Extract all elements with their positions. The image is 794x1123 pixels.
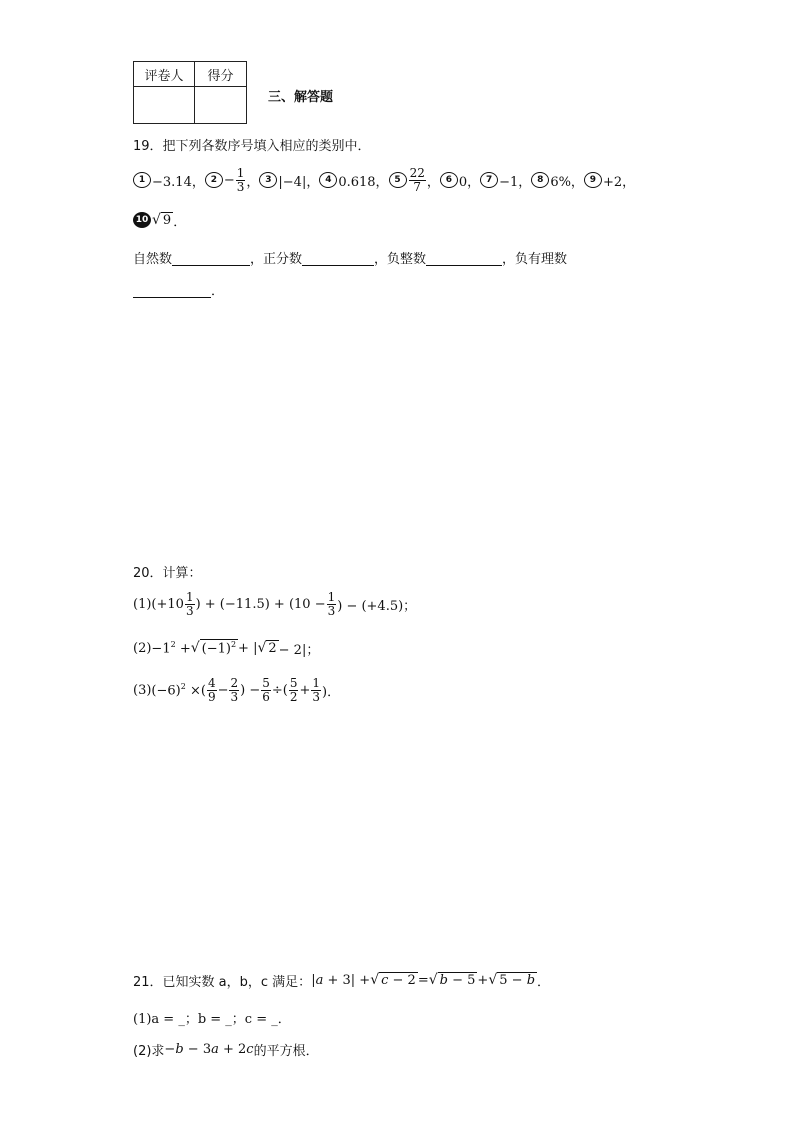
q20-part2: (2) $-1^2$ + √ $(-1)^2$ + | √ 2 − 2|； [133,639,320,658]
fraction: $\frac{4}{9}$ [207,675,216,704]
q19-prompt: 19．把下列各数序号填入相应的类别中． [133,139,371,154]
category-natural: 自然数 [133,252,173,267]
fraction: $\frac{2}{3}$ [230,675,239,704]
score-table-cell-score [195,87,247,124]
q19-last-blank-line: ． [133,280,224,299]
q21-part1: (1)a = _；b = _；c = _． [133,1012,291,1027]
q20-part1: (1) (+10 $\frac{1}{3}$ ) + (−11.5) + (10 − $\frac{1}{3}$ ) − (+4.5)； [133,589,417,618]
blank-natural[interactable] [172,250,250,266]
number-marker-8: 8 [531,172,549,188]
fraction: $\frac{22}{7}$ [409,165,425,194]
category-negative-rational: ，负有理数 [502,252,568,267]
number-marker-7: 7 [480,172,498,188]
number-marker-1: 1 [133,172,151,188]
number-marker-6: 6 [440,172,458,188]
fraction: $\frac{1}{3}$ [236,165,245,194]
q21-prompt: 21．已知实数 a，b，c 满足： |a + 3| + √ c − 2 = √ b − 5 + √ 5 − b ． [133,972,551,990]
fraction: $\frac{5}{2}$ [289,675,298,704]
blank-negative-integer[interactable] [426,250,502,266]
fraction: $\frac{5}{6}$ [262,675,270,704]
q20-part3: (3) $(-6)^2$ ×( $\frac{4}{9}$ − $\frac{2}{3}$ ) − $\frac{5}{6}$ ÷( $\frac{5}{2}$ + $\frac{1}{3}$ )． [133,675,341,704]
fraction: $\frac{1}{3}$ [327,589,336,618]
score-table [133,61,247,124]
score-table-header-grader: 评卷人 [134,62,195,87]
q21-part2: (2)求 −b − 3a + 2c 的平方根． [133,1042,319,1059]
fraction: $\frac{1}{3}$ [185,589,194,618]
blank-negative-rational[interactable] [133,282,211,298]
score-table-cell-grader [134,87,195,124]
section-title: 三、解答题 [268,90,334,105]
fraction: $\frac{1}{3}$ [312,675,321,704]
number-marker-9: 9 [584,172,602,188]
q19-numbers-line2: 10 √ 9 ． [133,210,186,230]
score-table-header-score: 得分 [195,62,247,87]
q19-categories [133,248,567,267]
number-marker-3: 3 [259,172,277,188]
category-negative-integer: ，负整数 [374,252,427,267]
category-positive-fraction: ，正分数 [250,252,303,267]
q20-prompt: 20．计算： [133,566,202,581]
number-marker-2: 2 [205,172,223,188]
number-marker-10: 10 [133,212,151,228]
number-marker-5: 5 [389,172,407,188]
q19-numbers: 1 −3.14， 2 − $\frac{1}{3}$ ， 3 |−4|， 4 0.618， 5 $\frac{22}{7}$ ， 6 0， 7 −1， 8 6%， 9 +2， [133,164,635,196]
blank-positive-fraction[interactable] [302,250,374,266]
number-marker-4: 4 [319,172,337,188]
